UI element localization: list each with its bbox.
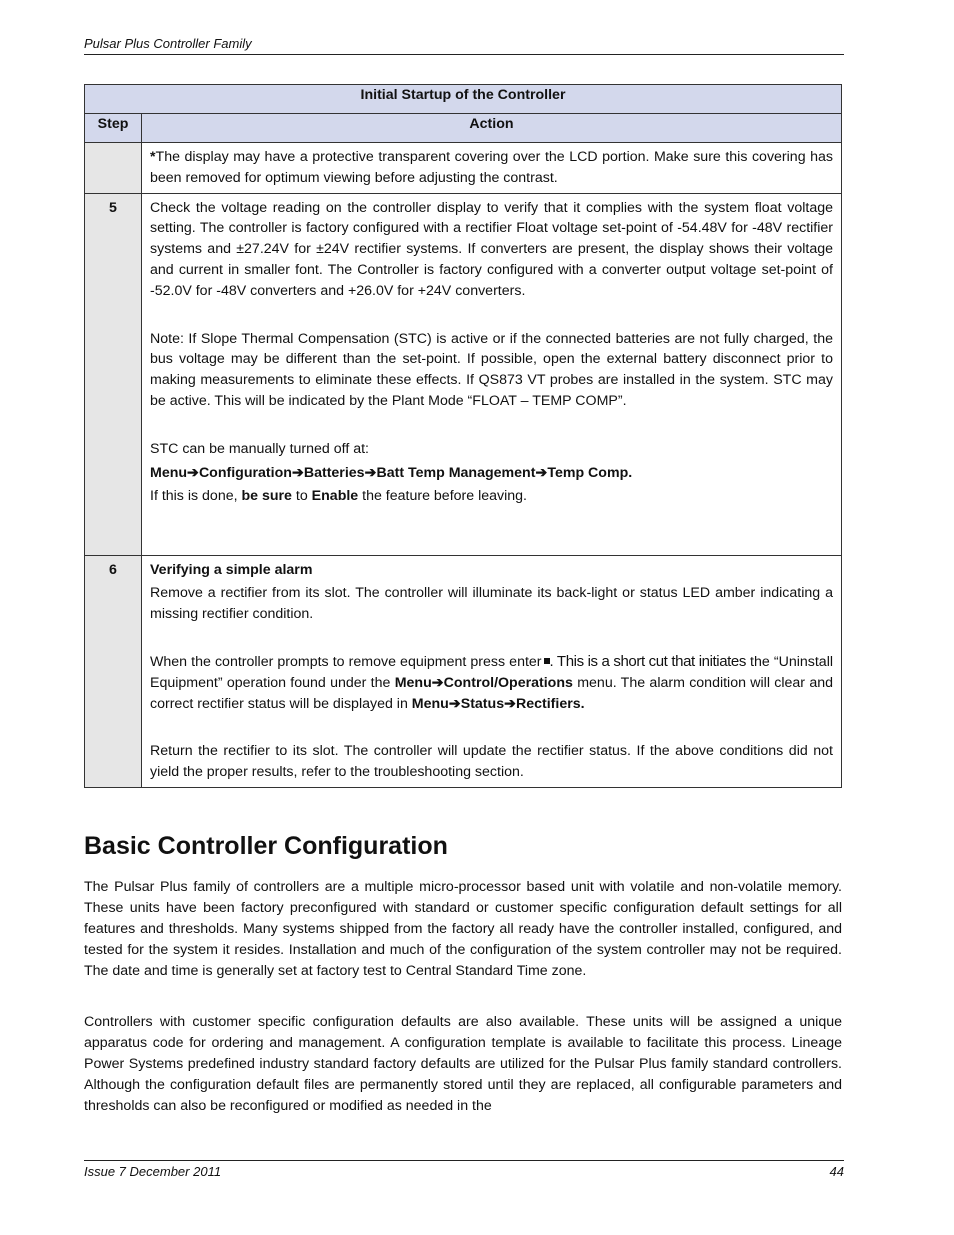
action-cell [142,143,842,194]
arrow-icon: ➔ [448,695,461,712]
table-row [85,193,842,555]
page-header: Pulsar Plus Controller Family [84,36,844,55]
arrow-icon: ➔ [535,464,548,481]
page-number: 44 [829,1164,844,1179]
section-title: Basic Controller Configuration [84,832,448,860]
action-paragraph: Remove a rectifier from its slot. The controller will illuminate its back-light or status LED amber indicating a missing rectifier condition. [150,585,833,623]
action-text: *The display may have a protective transparent covering over the LCD portion. Make sure this covering has been removed for optimum viewing before adjusting the contrast. [150,149,833,186]
note-paragraph: Note: If Slope Thermal Compensation (STC) is active or if the connected batteries are not fully charged, the bus voltage may be different than the set-point. If possible, open the external battery disconnect prior to making measurements to eliminate these effects. If QS873 VT probes are installed in the system. STC may be active. This will be indicated by the Plant Mode “FLOAT – TEMP COMP”. [150,330,833,409]
action-paragraph: Check the voltage reading on the controller display to verify that it complies with the system float voltage setting. The controller is factory configured with a rectifier Float voltage set-point of -54.48V for -48V rectifier systems and ±27.24V for ±24V rectifier systems. If converters are present, the display shows their voltage and current in smaller font. The Controller is factory configured with a converter output voltage set-point of -52.0V for -48V converters and +26.0V for +24V converters. [150,199,833,299]
table-row [85,143,842,194]
body-paragraph: The Pulsar Plus family of controllers are a multiple micro-processor based unit with volatile and non-volatile memory. These units have been factory preconfigured with standard or customer specific configuration default settings for all features and thresholds. Many systems shipped from the factory all ready have the controller installed, configured, and tested for the system it resides. Installation and much of the configuration of the system controller may not be required. The date and time is generally set at factory test to Central Standard Time zone. [84,879,842,979]
column-header-step: Step [85,114,142,143]
action-cell [142,555,842,787]
step-cell [85,143,142,194]
column-header-action: Action [142,114,842,143]
alarm-heading: Verifying a simple alarm [150,561,313,578]
enable-paragraph: If this is done, be sure to Enable the feature before leaving. [150,488,527,505]
step-cell: 5 [85,193,142,555]
table-title: Initial Startup of the Controller [85,85,842,114]
step-cell: 6 [85,555,142,787]
startup-table [84,84,842,788]
table-row [85,555,842,787]
menu-path: Menu➔Configuration➔Batteries➔Batt Temp Management➔Temp Comp. [150,464,633,481]
return-paragraph: Return the rectifier to its slot. The controller will update the rectifier status. If the above conditions did not yield the proper results, refer to the troubleshooting section. [150,743,833,781]
arrow-icon: ➔ [291,464,304,481]
enter-paragraph: When the controller prompts to remove equipment press enter . This is a short cut that initiates the “Uninstall Equipment” operation found under the Menu➔Control/Operations menu. The alarm condition will clear and correct rectifier status will be displayed in Menu➔Status➔Rectifiers. [150,652,834,712]
arrow-icon: ➔ [364,464,377,481]
action-cell [142,193,842,555]
body-paragraph: Controllers with customer specific configuration defaults are also available. These units will be assigned a unique apparatus code for ordering and management. A configuration template is available to facilitate this process. Lineage Power Systems predefined industry standard factory defaults are utilized for the Pulsar Plus family standard controllers. Although the configuration default files are permanently stored until they are replaced, all configurable parameters and thresholds can also be reconfigured or modified as needed in the [84,1014,842,1114]
arrow-icon: ➔ [187,464,199,481]
page-footer [84,1160,844,1179]
footer-issue: Issue 7 December 2011 [84,1164,222,1179]
stc-paragraph: STC can be manually turned off at: [150,440,369,457]
arrow-icon: ➔ [431,674,444,691]
arrow-icon: ➔ [504,695,516,712]
